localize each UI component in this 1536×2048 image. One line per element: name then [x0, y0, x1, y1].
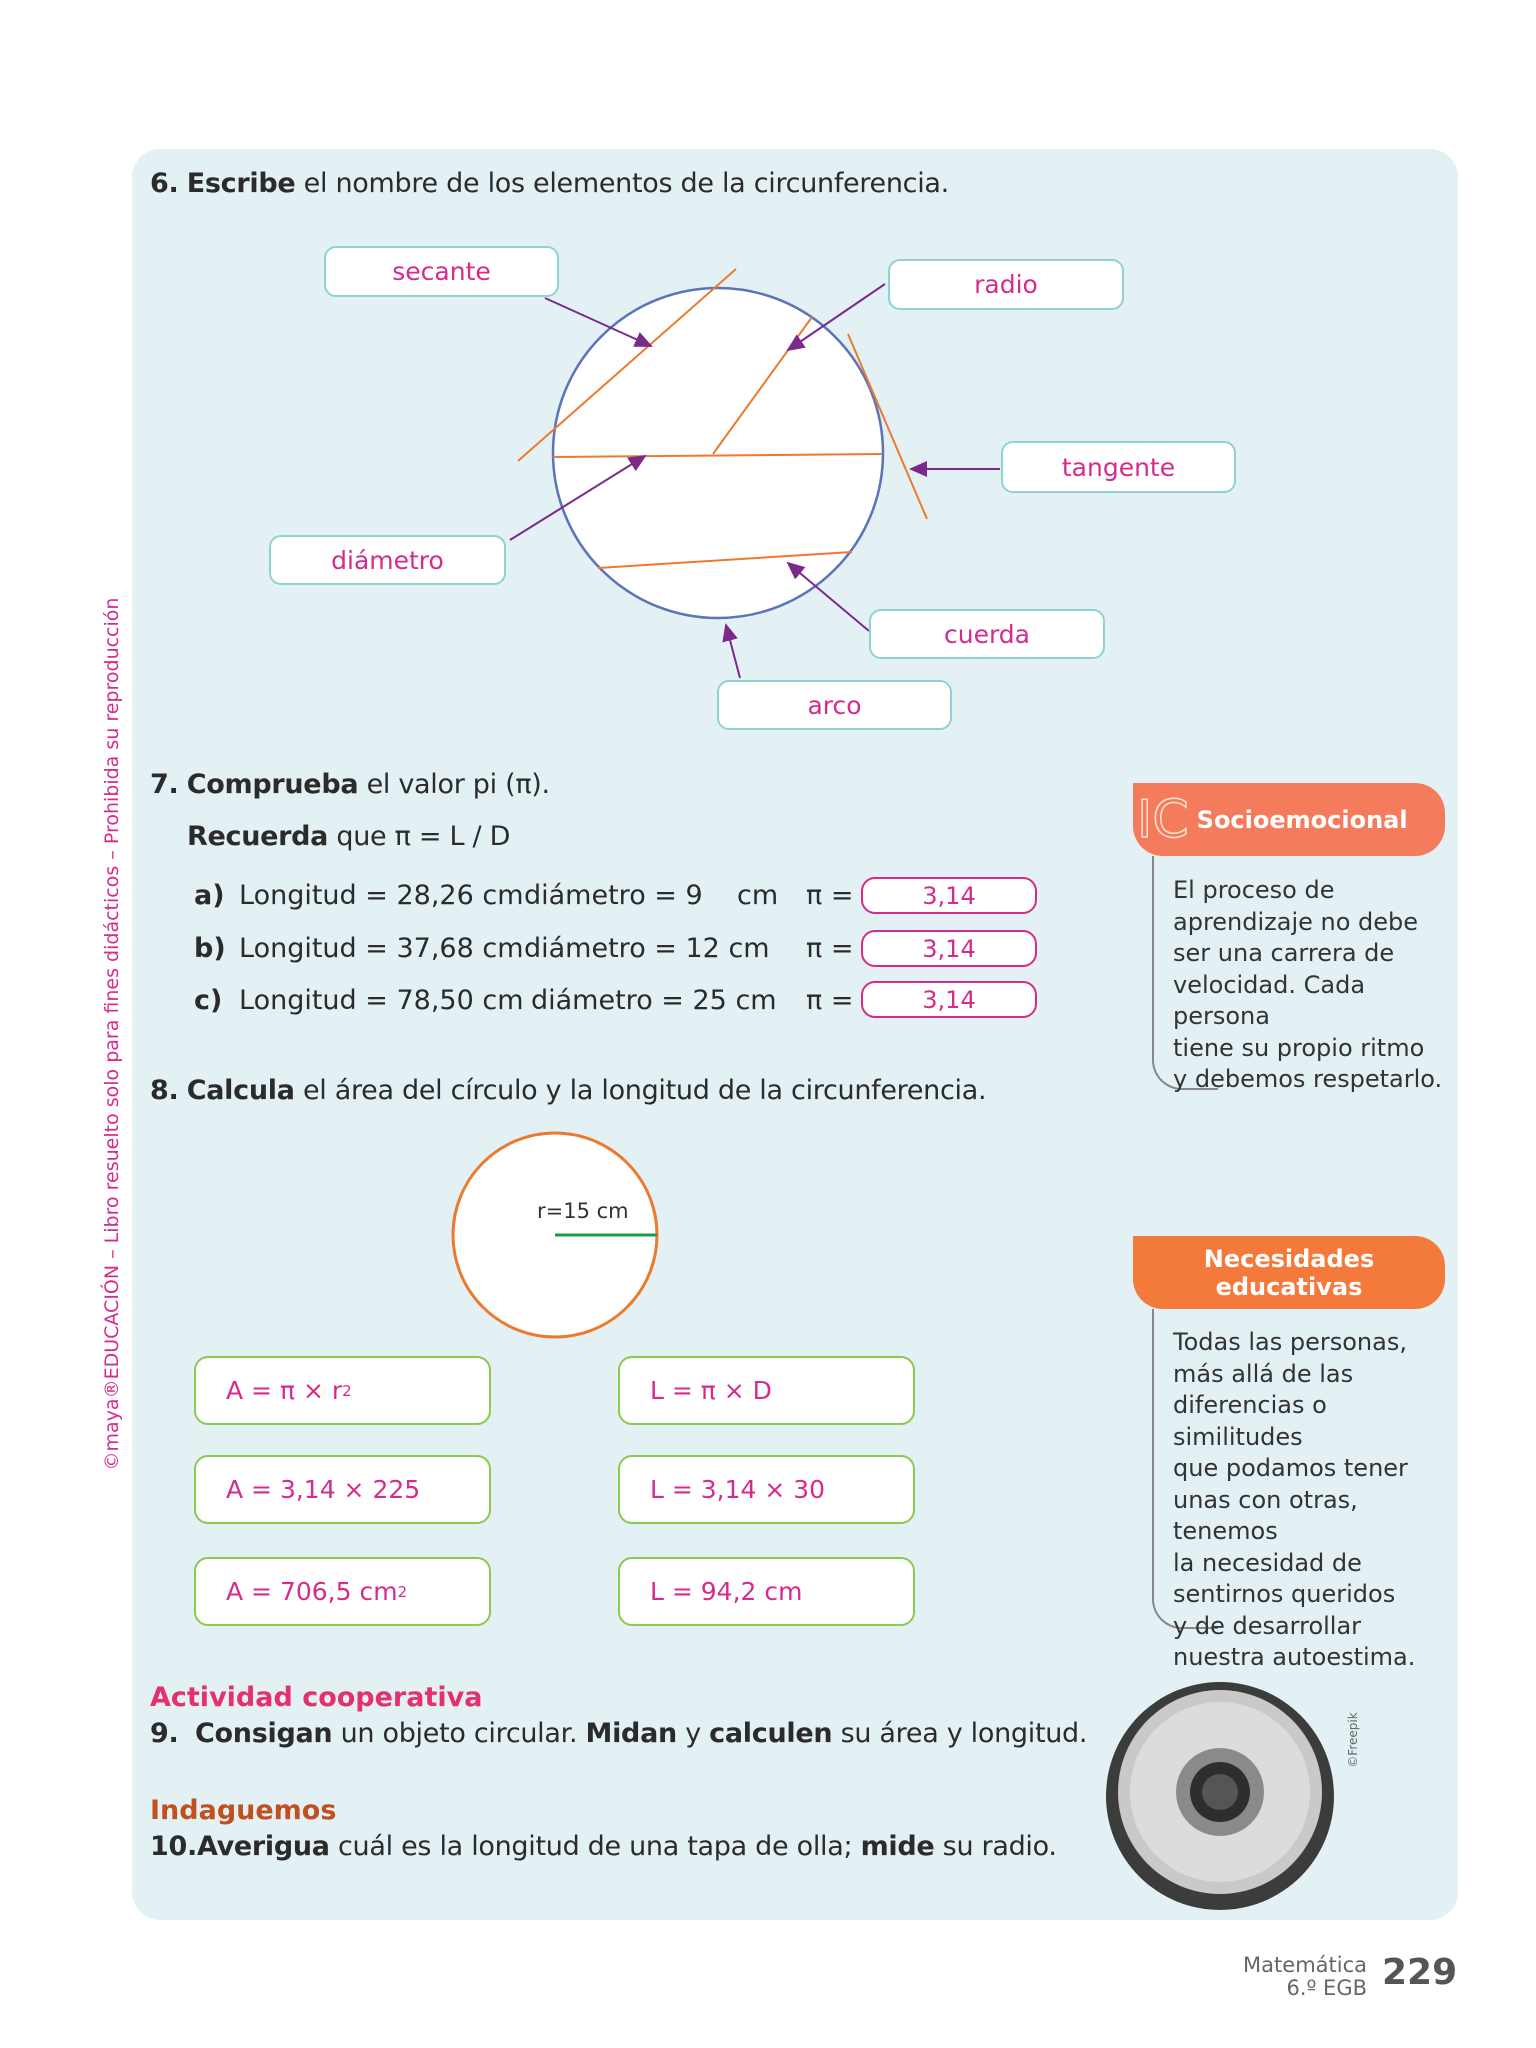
socioemocional-header	[1133, 783, 1445, 856]
ic-logo-icon: IC	[1137, 789, 1189, 850]
q8-text: el área del círculo y la longitud de la circunferencia.	[294, 1075, 987, 1106]
side-credit-text: ©maya®EDUCACIÓN – Libro resuelto solo para fines didácticos – Prohibida su reproducción	[101, 597, 123, 1471]
line: que podamos tener	[1173, 1454, 1408, 1482]
q10-text	[150, 1831, 1057, 1862]
longitud: Longitud = 28,26 cm	[239, 880, 524, 911]
pi-equals: π =	[806, 933, 854, 964]
line: Todas las personas,	[1173, 1328, 1407, 1356]
line: y debemos respetarlo.	[1173, 1065, 1443, 1093]
q10-num: 10.	[150, 1831, 197, 1862]
footer-subject	[1243, 1954, 1367, 2000]
pi-formula: que π = L / D	[328, 821, 511, 852]
q7-row-b	[194, 933, 226, 964]
line: velocidad. Cada persona	[1173, 970, 1366, 1030]
indaguemos-title: Indaguemos	[150, 1795, 337, 1826]
length-step: L = π × D	[650, 1376, 772, 1405]
pi-answer-b[interactable]: 3,14	[861, 930, 1037, 967]
cooperative-title: Actividad cooperativa	[150, 1682, 483, 1713]
label-tangente[interactable]: tangente	[1001, 441, 1236, 493]
length-substitution-box[interactable]	[618, 1455, 915, 1524]
bold: Consigan	[195, 1718, 333, 1749]
area-formula-box[interactable]	[194, 1356, 491, 1425]
label-arco[interactable]: arco	[717, 680, 952, 730]
bold: Midan	[585, 1718, 677, 1749]
socio-text	[1173, 875, 1443, 1096]
exponent: 2	[397, 1582, 408, 1601]
q8-heading	[150, 1075, 986, 1106]
line: El proceso de	[1173, 876, 1335, 904]
q7-num: 7.	[150, 769, 179, 800]
pi-equals: π =	[806, 880, 854, 911]
label-diametro[interactable]: diámetro	[269, 535, 506, 585]
line: y de desarrollar	[1173, 1611, 1362, 1640]
line: la necesidad de	[1173, 1548, 1362, 1577]
area-step: A = 706,5 cm	[226, 1577, 398, 1606]
line: tiene su propio ritmo	[1173, 1033, 1425, 1062]
line: nuestra autoestima.	[1173, 1643, 1416, 1671]
radius-label: r=15 cm	[537, 1199, 629, 1223]
length-step: L = 3,14 × 30	[650, 1475, 826, 1504]
label-radio[interactable]: radio	[888, 259, 1124, 310]
diametro: diámetro = 9 cm	[524, 880, 779, 911]
photo-credit: ©Freepik	[1346, 1712, 1360, 1768]
line: más allá de las	[1173, 1359, 1354, 1388]
text: un objeto circular.	[332, 1718, 586, 1749]
socioemocional-title: Socioemocional	[1196, 805, 1408, 834]
text: su área y longitud.	[832, 1718, 1088, 1749]
q7-row-c	[194, 985, 222, 1016]
line: diferencias o similitudes	[1173, 1391, 1327, 1451]
pi-answer-a[interactable]: 3,14	[861, 877, 1037, 914]
pi-answer-c[interactable]: 3,14	[861, 981, 1037, 1018]
length-step: L = 94,2 cm	[650, 1577, 803, 1606]
grade: 6.º EGB	[1286, 1976, 1367, 2000]
text: cuál es la longitud de una tapa de olla;	[329, 1831, 861, 1862]
q9-num: 9.	[150, 1718, 179, 1749]
q6-num: 6.	[150, 168, 179, 199]
q8-verb: Calcula	[186, 1075, 295, 1106]
pi-equals: π =	[806, 985, 854, 1016]
length-result-box[interactable]	[618, 1557, 915, 1626]
q7-text: el valor pi (π).	[358, 769, 550, 800]
area-step: A = 3,14 × 225	[226, 1475, 421, 1504]
row-letter: b)	[194, 933, 226, 964]
length-formula-box[interactable]	[618, 1356, 915, 1425]
diametro: diámetro = 25 cm	[531, 985, 777, 1016]
page-number: 229	[1382, 1952, 1458, 1993]
necesidades-title: Necesidades	[1203, 1244, 1375, 1273]
diametro: diámetro = 12 cm	[524, 933, 770, 964]
necesidades-text	[1173, 1327, 1453, 1674]
q9-text	[150, 1718, 1087, 1749]
text: su radio.	[934, 1831, 1057, 1862]
exponent: 2	[342, 1381, 352, 1400]
area-result-box[interactable]	[194, 1557, 491, 1626]
subject: Matemática	[1243, 1953, 1367, 1977]
line: sentirnos queridos	[1173, 1580, 1396, 1608]
bold: calculen	[709, 1718, 833, 1749]
q6-text: el nombre de los elementos de la circunferencia.	[295, 168, 949, 199]
label-cuerda[interactable]: cuerda	[869, 609, 1105, 659]
line: unas con otras, tenemos	[1173, 1485, 1358, 1545]
area-step: A = π × r	[226, 1376, 343, 1405]
q7-reminder	[187, 821, 510, 852]
q7-verb: Comprueba	[186, 769, 359, 800]
arco-arrow	[726, 625, 740, 678]
pot-lid-photo	[1106, 1682, 1334, 1910]
q7-row-a	[194, 880, 225, 911]
text: y	[676, 1718, 710, 1749]
label-secante[interactable]: secante	[324, 246, 559, 297]
line: aprendizaje no debe	[1173, 907, 1419, 936]
q6-verb: Escribe	[186, 168, 296, 199]
q7-heading	[150, 769, 550, 800]
bold: Averigua	[196, 1831, 330, 1862]
q8-num: 8.	[150, 1075, 179, 1106]
recuerda: Recuerda	[187, 821, 329, 852]
bold: mide	[860, 1831, 935, 1862]
area-substitution-box[interactable]	[194, 1455, 491, 1524]
longitud: Longitud = 78,50 cm	[239, 985, 524, 1016]
necesidades-header	[1133, 1236, 1445, 1309]
necesidades-title-2: educativas	[1215, 1272, 1363, 1301]
line: ser una carrera de	[1173, 939, 1395, 967]
row-letter: c)	[194, 985, 223, 1016]
longitud: Longitud = 37,68 cm	[239, 933, 524, 964]
row-letter: a)	[194, 880, 225, 911]
